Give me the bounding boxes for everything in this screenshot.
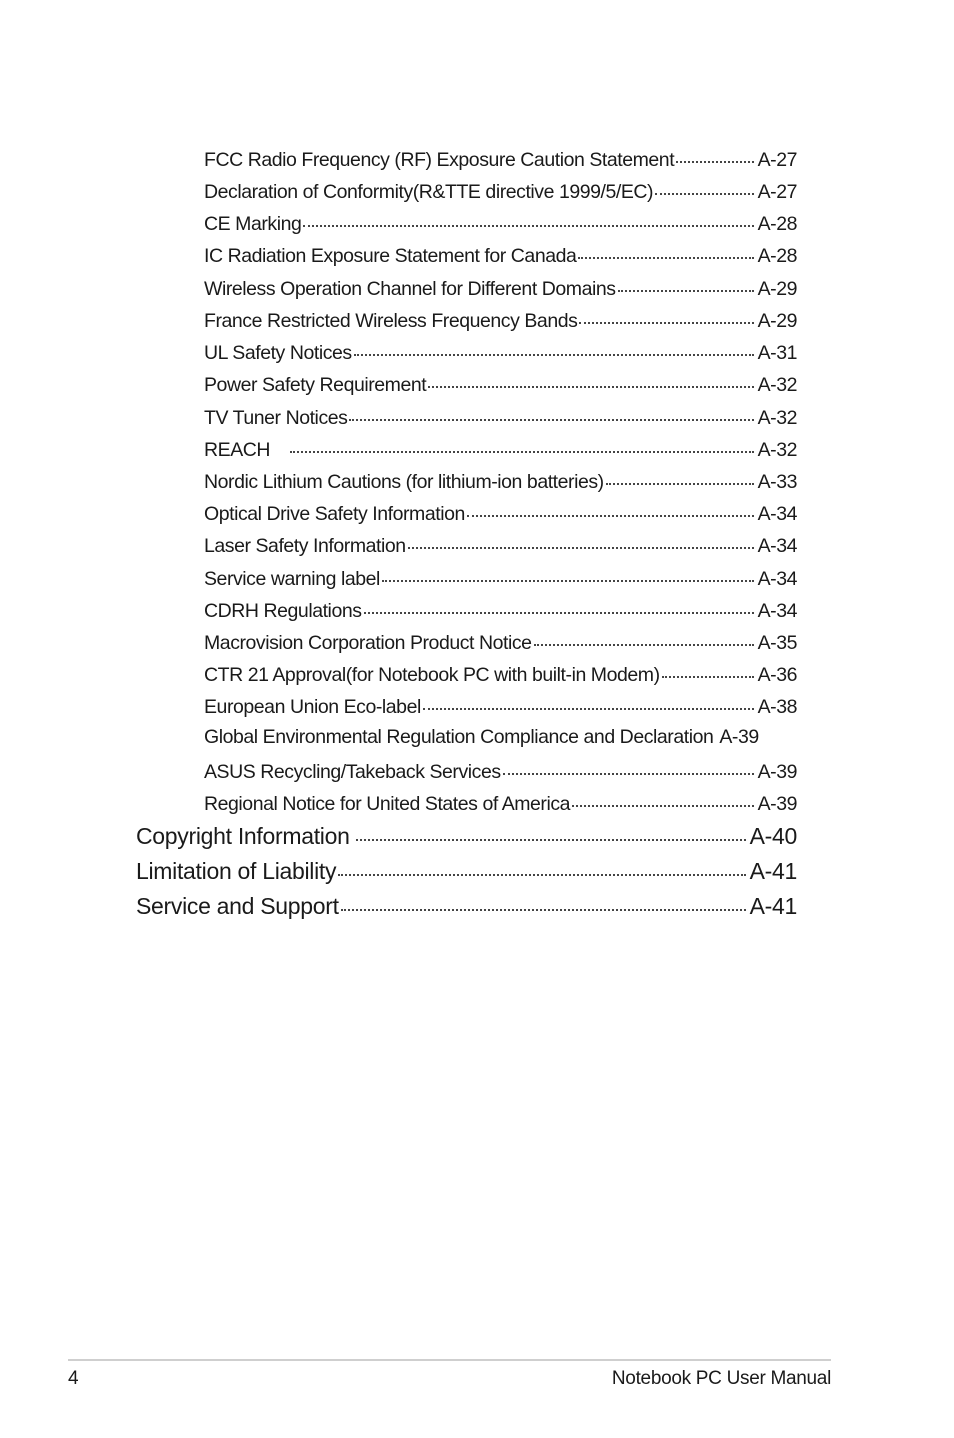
toc-entry-regional-notice-usa[interactable]: [204, 790, 797, 818]
toc-entry-laser-safety[interactable]: [204, 532, 797, 560]
toc-entry-title: UL Safety Notices: [204, 341, 352, 364]
dot-leader: [579, 307, 753, 327]
toc-entry-title: Macrovision Corporation Product Notice: [204, 631, 532, 654]
toc-entry-eu-eco-label[interactable]: [204, 693, 797, 721]
toc-entry-cdrh-regulations[interactable]: [204, 597, 797, 625]
dot-leader: [423, 693, 754, 713]
footer-page-number: 4: [68, 1368, 79, 1389]
toc-entry-title: Global Environmental Regulation Compliance and Declaration: [204, 726, 714, 748]
toc-entry-title: ASUS Recycling/Takeback Services: [204, 760, 501, 783]
toc-entry-page: A-39: [719, 726, 759, 748]
toc-entry-title: REACH: [204, 438, 271, 461]
toc-entry-nordic-lithium[interactable]: [204, 468, 797, 496]
dot-leader: [341, 891, 746, 914]
toc-entry-page: A-32: [757, 406, 797, 429]
dot-leader: [408, 532, 754, 552]
toc-entry-page: A-31: [757, 341, 797, 364]
toc-entry-service-and-support[interactable]: [136, 891, 797, 923]
toc-entry-ic-radiation[interactable]: [204, 242, 797, 270]
dot-leader: [428, 371, 753, 391]
toc-entry-page: A-41: [749, 893, 797, 919]
toc-entry-page: A-34: [757, 502, 797, 525]
dot-leader: [290, 436, 754, 456]
toc-entry-title: Laser Safety Information: [204, 534, 406, 557]
toc-entry-service-warning-label[interactable]: [204, 565, 797, 593]
dot-leader: [606, 468, 754, 488]
toc-entry-copyright-information[interactable]: [136, 821, 797, 853]
toc-entry-page: A-40: [749, 823, 797, 849]
toc-entry-france-restricted-bands[interactable]: [204, 307, 797, 335]
dot-leader: [356, 821, 746, 844]
toc-entry-title: Declaration of Conformity(R&TTE directive 1999/5/EC): [204, 180, 654, 203]
dot-leader: [467, 500, 754, 520]
toc-entry-title: CTR 21 Approval(for Notebook PC with built-in Modem): [204, 663, 660, 686]
dot-leader: [655, 178, 754, 198]
toc-entry-title: Nordic Lithium Cautions (for lithium-ion batteries): [204, 470, 604, 493]
toc-entry-title: European Union Eco-label: [204, 695, 421, 718]
toc-entry-title: Copyright Information: [136, 823, 350, 849]
dot-leader: [618, 275, 754, 295]
toc-entry-page: A-29: [757, 309, 797, 332]
toc-entry-page: A-34: [757, 599, 797, 622]
toc-entry-page: A-41: [749, 858, 797, 884]
dot-leader: [572, 790, 754, 810]
toc-entry-limitation-of-liability[interactable]: [136, 856, 797, 888]
toc-entry-ctr21-approval[interactable]: [204, 661, 797, 689]
dot-leader: [382, 565, 754, 585]
toc-entry-page: A-27: [757, 148, 797, 171]
toc-entry-page: A-39: [757, 760, 797, 783]
toc-entry-page: A-32: [757, 373, 797, 396]
dot-leader: [364, 597, 754, 617]
footer-manual-title: Notebook PC User Manual: [611, 1368, 831, 1389]
dot-leader: [349, 404, 753, 424]
toc-entry-page: A-34: [757, 534, 797, 557]
toc-entry-title: TV Tuner Notices: [204, 406, 348, 429]
dot-leader: [354, 339, 754, 359]
toc-entry-tv-tuner-notices[interactable]: [204, 404, 797, 432]
toc-entry-page: A-28: [757, 244, 797, 267]
toc-entry-page: A-28: [757, 212, 797, 235]
toc-entry-page: A-32: [757, 438, 797, 461]
toc-entry-title: Wireless Operation Channel for Different Domains: [204, 277, 616, 300]
toc-entry-page: A-33: [757, 470, 797, 493]
toc-entry-power-safety[interactable]: [204, 371, 797, 399]
toc-entry-title: IC Radiation Exposure Statement for Canada: [204, 244, 577, 267]
toc-entry-macrovision[interactable]: [204, 629, 797, 657]
toc-entry-ul-safety-notices[interactable]: [204, 339, 797, 367]
toc-entry-global-environmental-regulation[interactable]: [204, 726, 759, 754]
toc-entry-page: A-39: [757, 792, 797, 815]
footer-divider: [68, 1359, 831, 1361]
toc-entry-title: Regional Notice for United States of America: [204, 792, 571, 815]
dot-leader: [303, 210, 753, 230]
toc-entry-page: A-35: [757, 631, 797, 654]
toc-entry-title: Service warning label: [204, 567, 380, 590]
toc-entry-asus-recycling[interactable]: [204, 758, 797, 786]
toc-entry-title: CDRH Regulations: [204, 599, 362, 622]
toc-entry-page: A-34: [757, 567, 797, 590]
toc-entry-title: Power Safety Requirement: [204, 373, 427, 396]
toc-entry-ce-marking[interactable]: [204, 210, 797, 238]
toc-entry-title: CE Marking: [204, 212, 302, 235]
dot-leader: [503, 758, 754, 778]
toc-entry-page: A-29: [757, 277, 797, 300]
dot-leader: [338, 856, 745, 879]
toc-entry-title: France Restricted Wireless Frequency Bands: [204, 309, 578, 332]
toc-entry-title: FCC Radio Frequency (RF) Exposure Caution Statement: [204, 148, 675, 171]
toc-entry-page: A-27: [757, 180, 797, 203]
toc-entry-reach[interactable]: [204, 436, 797, 464]
dot-leader: [676, 146, 753, 166]
toc-entry-title: Optical Drive Safety Information: [204, 502, 465, 525]
toc-entry-wireless-operation-channel[interactable]: [204, 275, 797, 303]
toc-entry-page: A-36: [757, 663, 797, 686]
toc-entry-title: Service and Support: [136, 893, 339, 919]
toc-entry-page: A-38: [757, 695, 797, 718]
dot-leader: [534, 629, 754, 649]
dot-leader: [578, 242, 753, 262]
toc-entry-title: Limitation of Liability: [136, 858, 337, 884]
toc-entry-optical-drive-safety[interactable]: [204, 500, 797, 528]
dot-leader: [662, 661, 754, 681]
toc-entry-declaration-of-conformity[interactable]: [204, 178, 797, 206]
toc-entry-fcc-rf-exposure[interactable]: [204, 146, 797, 174]
